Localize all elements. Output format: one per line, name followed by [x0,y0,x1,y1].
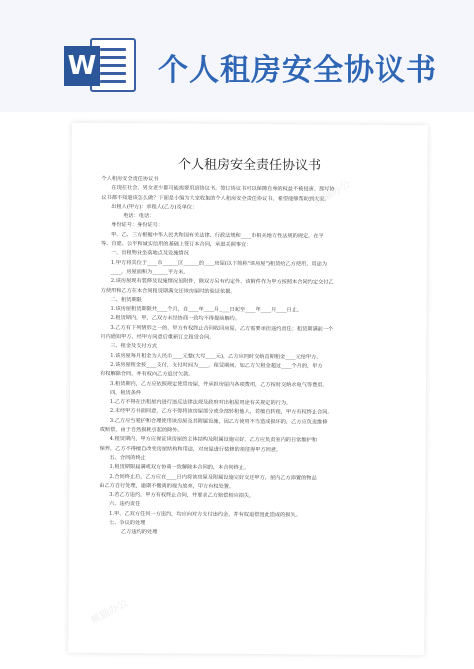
document-line: 3.租赁期内，乙方应依照规定使用房屋，并承担房屋内各项费用，乙方按时交纳水电气等费用。 [110,380,328,389]
document-line: 二、租赁期限 [110,296,142,304]
document-line: 在现在社会，男女老少都可能需要用到协议书。签订协议书可以保障自身的权益不被侵害。那写协 [111,185,335,193]
watermark: 熊猫办公 [89,597,130,627]
word-badge: W [64,46,100,86]
document-line: 2.未经甲方书面同意，乙方不得将该房屋部分或全部转租他人，若擅自转租，甲方有权终止合同。 [109,408,333,417]
document-line: 议书都不知道该怎么做？下面是小编为大家收集的个人租房安全责任协议书，希望能够帮助到大家。 [101,194,330,203]
document-line: 出租人(甲方)：承租人(乙方)及单位： [111,203,198,211]
watermark: 熊猫办公 [312,179,353,209]
document-line: 保养，乙方不得擅自改变房屋结构和用途，对房屋进行装修的须征得甲方同意。 [99,445,282,453]
document-line: 1.该房屋租赁期限共____个月，自____年____月____日起至____年____月____日止。 [110,306,303,314]
document-line: 有权解除合同，并有权向乙方追讨欠款。 [100,371,194,378]
document-body [99,175,402,540]
document-line: 1.乙方不得在出租屋内进行违反法律法规及政府对出租屋用途有关规定的行为。 [109,399,292,407]
document-page [68,123,428,655]
document-line: 五、合同的终止 [109,454,146,462]
document-line: 电话：电话： [123,213,155,220]
document-title: 个人租房安全责任协议书 [177,157,322,174]
document-line: ____，房屋面积为______平方米。 [110,269,189,276]
document-line: 1.租赁期限届满或双方协商一致解除本合同的，本合同终止。 [109,464,250,472]
document-line: 1.甲方将其位于____市______区______的____房屋(以下简称"该房屋")租赁给乙方使用，用途为 [110,259,327,268]
document-line: 六、违约责任 [109,501,141,508]
document-line: 或赔偿，由于自然损耗引起的除外。 [99,426,183,434]
document-line: 四、租赁条件 [109,389,142,397]
document-line: 等、自愿、公平和诚实信用的基础上签订本合同，承进关照事宜： [100,241,252,249]
document-line: 甲、乙、三方根据中华人民共和国有关法律、行政法规和____市相关地方性法规的规定，在平 [111,231,324,240]
document-line: 个人租房安全责任协议书 [101,175,159,183]
document-line: 2.租赁期内，甲、乙双方未经协商一致均不得提前解约。 [110,315,240,323]
document-line: 方使用和乙方在本合同租赁期满交还该房屋时的验证依据。 [100,287,236,295]
document-line: 由乙方自行处理，逾期不搬离的视为放弃，甲方有权处置。 [99,482,235,490]
document-line: 三、租金及支付方式 [110,343,158,350]
document-line: 2.该房屋现有装修及设施情况见附件，除双方另有约定外，该附件作为甲方按照本合同约定交付乙 [110,278,334,286]
document-line: 3.乙方应当爱护和合理使用该房屋及其附属设施，因乙方使用不当造成损坏的，乙方应负责维修 [109,417,328,426]
document-line: 1.该房屋每月租金为人民币____元整(大写____元)，乙方应同时交纳首期租金____元给甲方。 [110,352,322,361]
document-line: 一、出租物业坐落地点及设施情况 [110,250,189,257]
document-line: 3.若乙方违约，甲方有权终止合同，并要求乙方赔偿相应损失。 [109,492,255,500]
document-line: 身份证号：身份证号： [111,222,164,229]
banner-title: 个人租房安全协议书 [158,53,437,88]
document-line: 3.乙方有下列情形之一的，甲方有权终止合同收回房屋，乙方需要承担违约责任；租赁期满前一个 [110,324,334,333]
header-banner [0,0,474,112]
document-line: 2.该房屋租金按____支付，支付时间为____。租赁期间，如乙方欠租金超过____个月的，甲方 [110,361,323,370]
document-line: 月内通知甲方，经甲方同意后重新订立租赁合同。 [100,334,215,341]
document-line: 1.甲、乙双方任何一方违约，均应向对方支付违约金，并有权追偿因此造成的损失。 [109,510,301,519]
document-line: 乙方违约的处理 [120,529,158,536]
document-line: 七、争议的处理 [109,520,146,527]
document-line: 2.合同终止后，乙方应在____日内将该房屋及附属设施完好交还甲方，屋内乙方添置的物品 [109,473,317,481]
document-line: 4.租赁期内，甲方应保证该房屋的主体结构及附属设施完好，乙方应负责室内的日常维护和 [109,436,317,444]
word-document-icon [64,34,138,94]
